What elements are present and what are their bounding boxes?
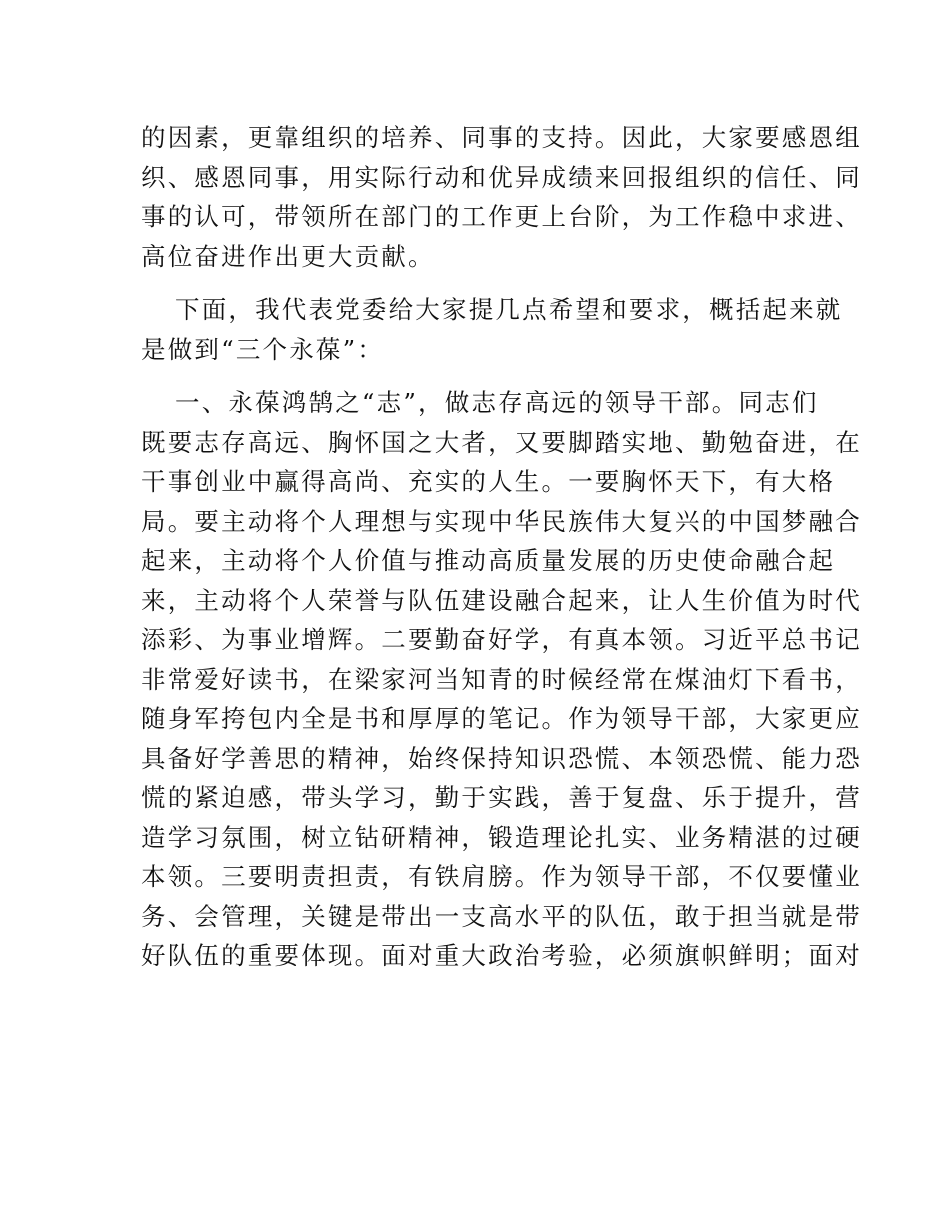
text-line: 具备好学善思的精神，始终保持知识恐慌、本领恐慌、能力恐 (141, 743, 862, 773)
text-line: 本领。三要明责担责，有铁肩膀。作为领导干部，不仅要懂业 (141, 862, 862, 891)
text-line: 务、会管理，关键是带出一支高水平的队伍，敢于担当就是带 (141, 901, 862, 931)
text-line: 事的认可，带领所在部门的工作更上台阶，为工作稳中求进、 (141, 202, 862, 231)
paragraph-spacer (141, 276, 811, 290)
text-line: 非常爱好读书，在梁家河当知青的时候经常在煤油灯下看书， (141, 664, 862, 694)
text-line: 是做到“三个永葆”： (141, 334, 385, 364)
text-line: 局。要主动将个人理想与实现中华民族伟大复兴的中国梦融合 (141, 506, 862, 536)
text-line: 慌的紧迫感，带头学习，勤于实践，善于复盘、乐于提升，营 (141, 783, 862, 812)
paragraph-spacer (141, 369, 811, 383)
text-line: 起来，主动将个人价值与推动高质量发展的历史使命融合起 (141, 546, 836, 575)
document-body (141, 118, 862, 976)
paragraph-1 (141, 118, 862, 276)
text-line: 添彩、为事业增辉。二要勤奋好学，有真本领。习近平总书记 (141, 625, 862, 654)
text-line: 既要志存高远、胸怀国之大者，又要脚踏实地、勤勉奋进，在 (141, 427, 862, 457)
text-line: 随身军挎包内全是书和厚厚的笔记。作为领导干部，大家更应 (141, 704, 862, 733)
text-line: 干事创业中赢得高尚、充实的人生。一要胸怀天下，有大格 (141, 467, 836, 496)
text-line: 下面，我代表党委给大家提几点希望和要求，概括起来就 (175, 295, 843, 324)
text-line: 造学习氛围，树立钻研精神，锻造理论扎实、业务精湛的过硬 (141, 822, 862, 852)
text-line: 的因素，更靠组织的培养、同事的支持。因此，大家要感恩组 (141, 123, 862, 152)
text-line: 一、永葆鸿鹄之“志”，做志存高远的领导干部。同志们 (175, 388, 819, 417)
text-line: 高位奋进作出更大贡献。 (141, 241, 435, 271)
text-line: 好队伍的重要体现。面对重大政治考验，必须旗帜鲜明；面对 (141, 941, 862, 970)
paragraph-2 (141, 290, 843, 369)
paragraph-3 (141, 383, 862, 976)
text-line: 织、感恩同事，用实际行动和优异成绩来回报组织的信任、同 (141, 162, 862, 192)
text-line: 来，主动将个人荣誉与队伍建设融合起来，让人生价值为时代 (141, 585, 862, 615)
